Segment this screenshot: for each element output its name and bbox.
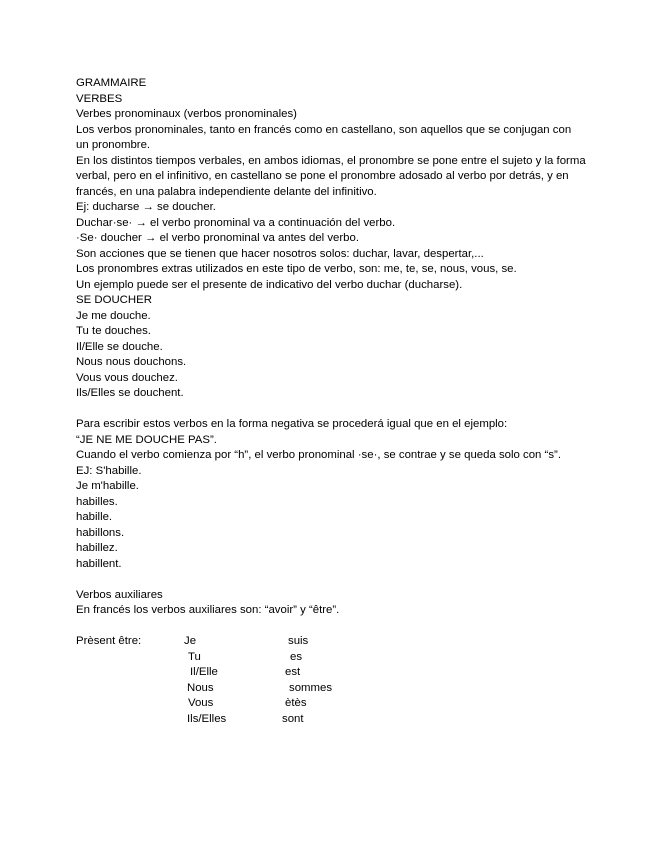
auxiliares-title: Verbos auxiliares	[76, 588, 163, 601]
verb-form: es	[290, 650, 303, 663]
example-line-6: Un ejemplo puede ser el presente de indicativo del verbo duchar (ducharse).	[76, 278, 463, 291]
verb-form: sommes	[289, 681, 333, 694]
se-doucher-title: SE DOUCHER	[76, 294, 152, 306]
habiller-line: habillez.	[76, 542, 118, 554]
verb-form: sont	[282, 712, 304, 725]
section-title: GRAMMAIRE	[76, 77, 147, 89]
blank-line	[76, 402, 586, 418]
example-line-2: Duchar·se· → el verbo pronominal va a continuación del verbo.	[76, 216, 396, 229]
pronoun: Il/Elle	[190, 666, 218, 678]
habiller-line: Je m'habille.	[76, 480, 139, 492]
example-line-3: ·Se· doucher → el verbo pronominal va antes del verbo.	[76, 232, 360, 244]
intro-paragraph-1: Los verbos pronominales, tanto en francés como en castellano, son aquellos que se conjugan con un pronombre.	[76, 123, 572, 151]
auxiliares-text: En francés los verbos auxiliares son: “avoir” y “être”.	[76, 604, 340, 616]
habiller-line: habille.	[76, 511, 113, 523]
verb-form: ètès	[285, 697, 307, 709]
pronoun: Tu	[188, 650, 201, 663]
se-doucher-line: Nous nous douchons.	[76, 356, 187, 368]
example-line-1: Ej: ducharse → se doucher.	[76, 201, 216, 213]
habiller-line: habillent.	[76, 557, 122, 570]
topic-title: Verbes pronominaux (verbos pronominales)	[76, 108, 297, 120]
verb-form: est	[285, 666, 301, 678]
conjugation-label: Prèsent être:	[76, 635, 142, 647]
habiller-line: habillons.	[76, 526, 125, 539]
pronoun: Vous	[188, 697, 214, 709]
etre-conjugation-table	[76, 634, 586, 734]
se-doucher-line: Il/Elle se douche.	[76, 340, 163, 353]
negative-intro: Para escribir estos verbos en la forma negativa se procederá igual que en el ejemplo:	[76, 418, 508, 430]
se-doucher-line: Ils/Elles se douchent.	[76, 387, 184, 399]
habiller-line: habilles.	[76, 495, 118, 508]
habiller-line: EJ: S'habille.	[76, 464, 142, 477]
pronoun: Nous	[187, 681, 214, 694]
blank-line	[76, 619, 586, 635]
intro-paragraph-2: En los distintos tiempos verbales, en ambos idiomas, el pronombre se pone entre el sujeto y la forma verbal, pero en el infinitivo, en castellano se pone el pronombre adosado al verbo por detrás, y en francés, en una palabra independiente delante del infinitivo.	[76, 154, 586, 198]
se-doucher-line: Tu te douches.	[76, 325, 151, 337]
document-page	[76, 76, 586, 734]
negative-example: “JE NE ME DOUCHE PAS”.	[76, 433, 217, 446]
verb-form: suis	[288, 635, 309, 647]
se-doucher-line: Vous vous douchez.	[76, 371, 178, 384]
h-contraction-rule: Cuando el verbo comienza por “h”, el verbo pronominal ·se·, se contrae y se queda solo con “s”.	[76, 449, 561, 461]
subsection-title: VERBES	[76, 92, 123, 105]
pronoun: Ils/Elles	[187, 712, 227, 725]
pronoun: Je	[184, 635, 197, 647]
blank-line	[76, 572, 586, 588]
example-line-5: Los pronombres extras utilizados en este tipo de verbo, son: me, te, se, nous, vous, se.	[76, 263, 517, 275]
example-line-4: Son acciones que se tienen que hacer nosotros solos: duchar, lavar, despertar,...	[76, 247, 484, 260]
se-doucher-line: Je me douche.	[76, 309, 151, 322]
